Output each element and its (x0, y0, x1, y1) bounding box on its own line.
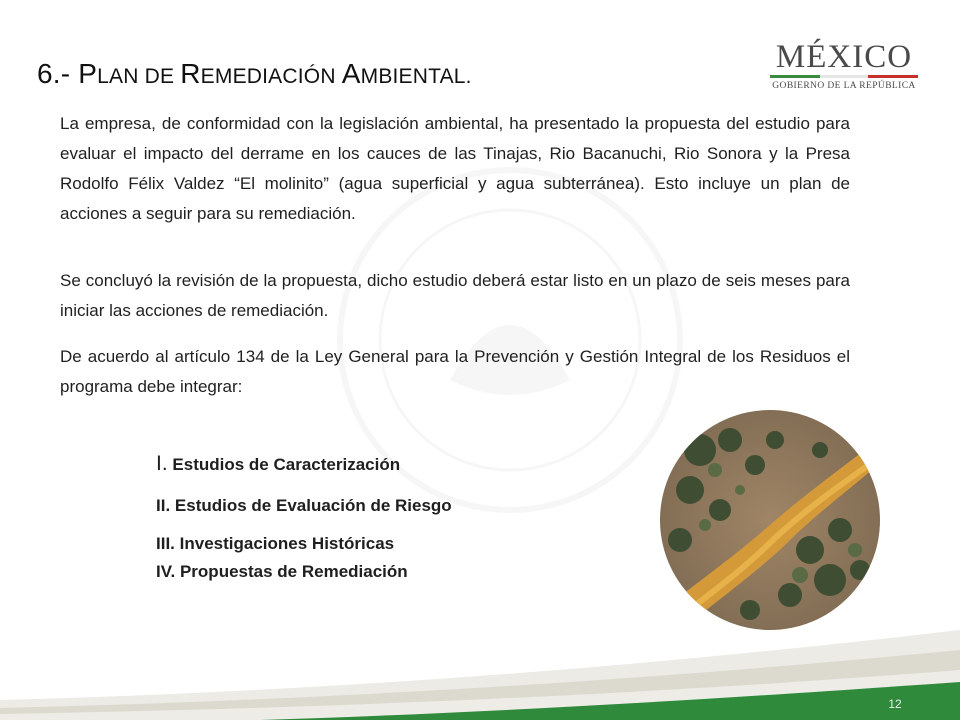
list-item: I. Estudios de Caracterización (156, 452, 401, 475)
logo-subtitle: GOBIERNO DE LA REPÚBLICA (772, 81, 916, 91)
list-item: II. Estudios de Evaluación de Riesgo (156, 496, 452, 515)
list-item: III. Investigaciones Históricas (156, 534, 395, 553)
page-number: 12 (888, 697, 902, 711)
slide-title: 6.- PLAN DE REMEDIACIÓN AMBIENTAL. (37, 58, 472, 89)
logo-stripe-red (868, 75, 918, 78)
logo-stripe-green (770, 75, 820, 78)
paragraph-3: De acuerdo al artículo 134 de la Ley General para la Prevención y Gestión Integral de los Residuos el programa debe integrar: (60, 347, 850, 396)
paragraph-1: La empresa, de conformidad con la legislación ambiental, ha presentado la propuesta del estudio para evaluar el impacto del derrame en los cauces de las Tinajas, Rio Bacanuchi, Rio Sonora y la Presa Rodolfo Félix Valdez “El molinito” (agua superficial y agua subterránea). Esto incluye un plan de acciones a seguir para su remediación. (60, 114, 850, 223)
footer-decoration (0, 600, 960, 720)
logo-stripe-white (820, 75, 868, 78)
paragraph-2: Se concluyó la revisión de la propuesta, dicho estudio deberá estar listo en un plazo de seis meses para iniciar las acciones de remediación. (60, 271, 850, 320)
mexico-government-logo (766, 40, 922, 96)
aerial-river-photo (660, 410, 880, 630)
logo-word: MÉXICO (775, 39, 913, 75)
list-item: IV. Propuestas de Remediación (156, 562, 408, 581)
